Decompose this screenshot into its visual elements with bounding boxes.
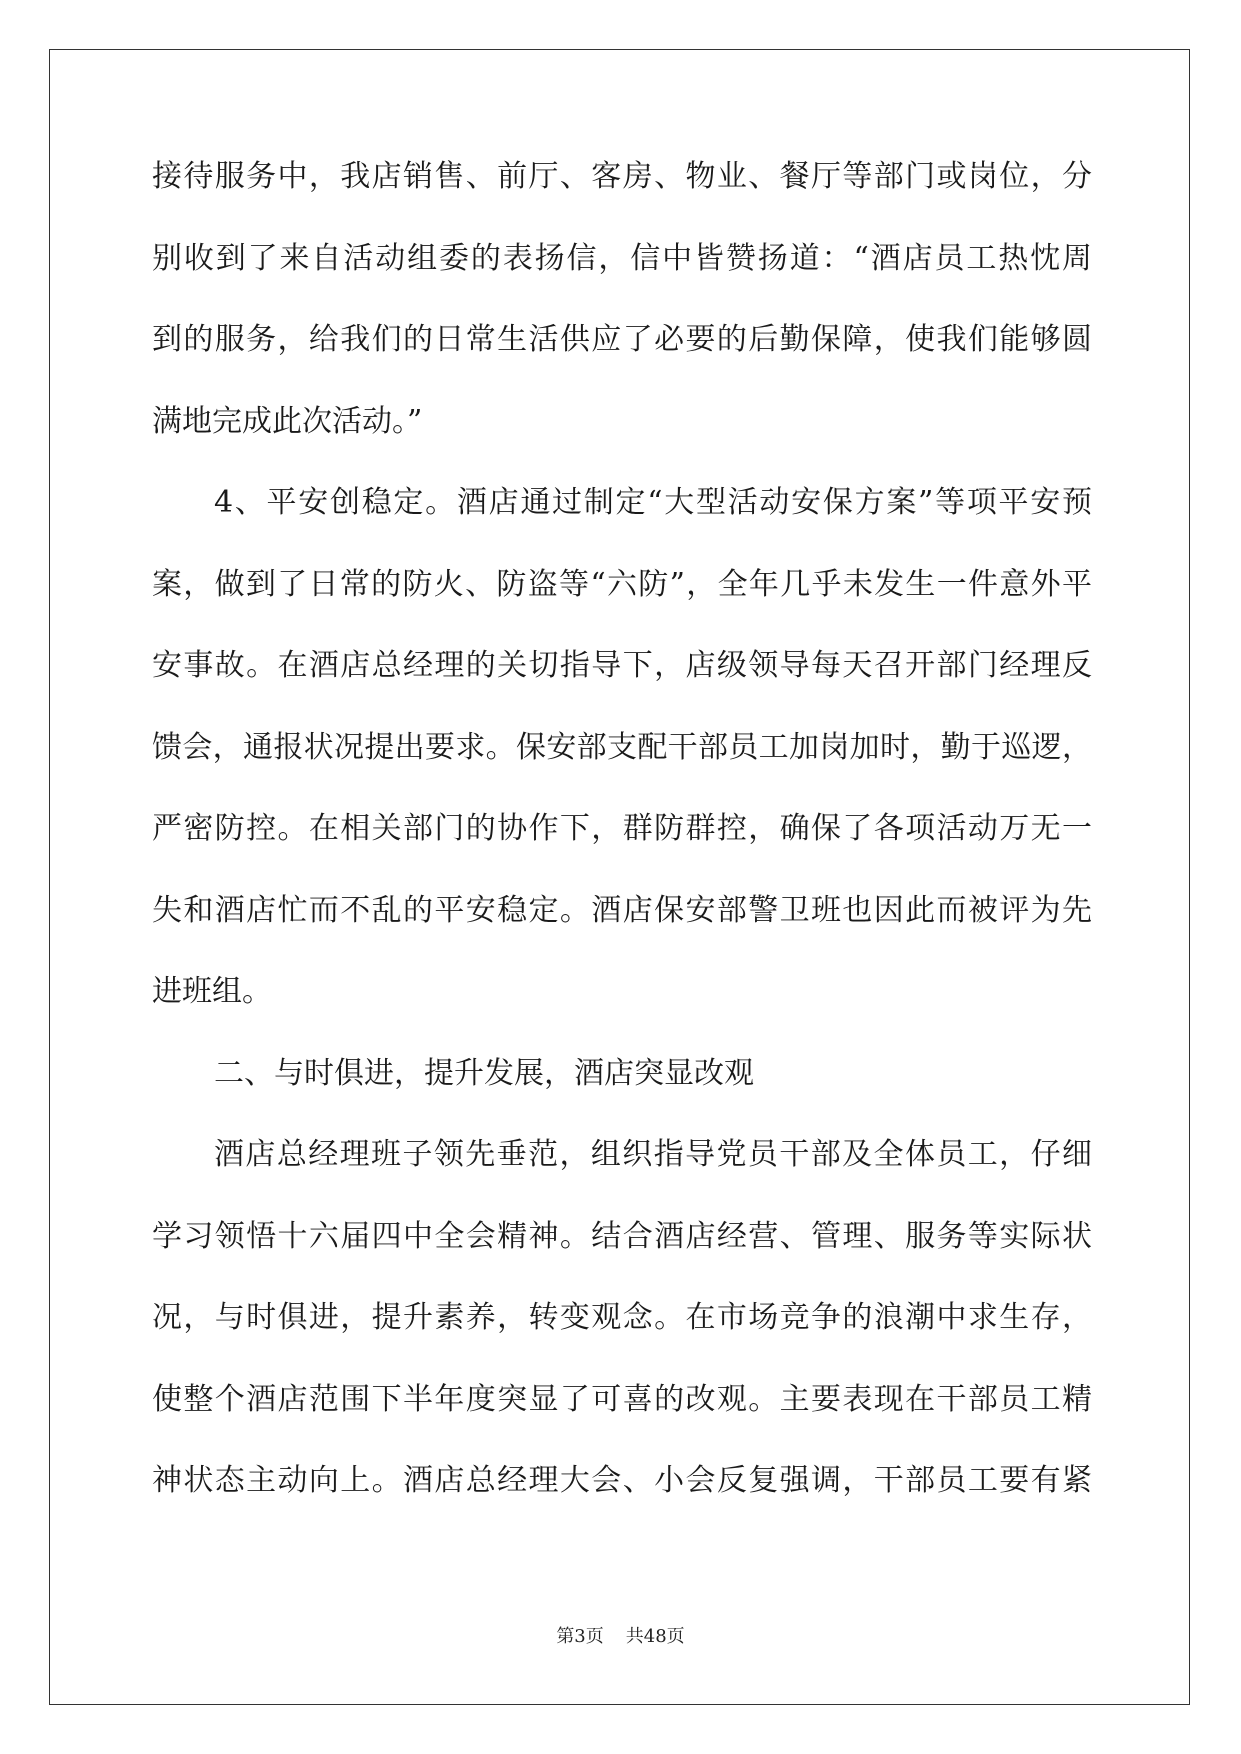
text-line: 安事故。在酒店总经理的关切指导下，店级领导每天召开部门经理反 <box>152 648 1092 683</box>
text-line: 况，与时俱进，提升素养，转变观念。在市场竞争的浪潮中求生存， <box>152 1300 1092 1335</box>
text-line: 酒店总经理班子领先垂范，组织指导党员干部及全体员工，仔细 <box>214 1137 1092 1172</box>
text-line: 馈会，通报状况提出要求。保安部支配干部员工加岗加时，勤于巡逻， <box>152 729 1092 765</box>
text-line: 二、与时俱进，提升发展，酒店突显改观 <box>214 1055 754 1091</box>
text-line: 神状态主动向上。酒店总经理大会、小会反复强调，干部员工要有紧 <box>152 1463 1092 1498</box>
text-line: 严密防控。在相关部门的协作下，群防群控，确保了各项活动万无一 <box>152 811 1092 846</box>
text-line: 满地完成此次活动。” <box>152 403 423 439</box>
text-line: 失和酒店忙而不乱的平安稳定。酒店保安部警卫班也因此而被评为先 <box>152 892 1092 928</box>
text-line: 别收到了来自活动组委的表扬信，信中皆赞扬道：“酒店员工热忱周 <box>152 240 1092 276</box>
text-line: 学习领悟十六届四中全会精神。结合酒店经营、管理、服务等实际状 <box>152 1218 1092 1254</box>
page-total: 共48页 <box>625 1626 685 1647</box>
text-line: 到的服务，给我们的日常生活供应了必要的后勤保障，使我们能够圆 <box>152 322 1092 357</box>
page-footer <box>0 1627 1241 1647</box>
text-line: 使整个酒店范围下半年度突显了可喜的改观。主要表现在干部员工精 <box>152 1381 1092 1417</box>
text-line: 4、平安创稳定。酒店通过制定“大型活动安保方案”等项平安预 <box>214 485 1092 520</box>
text-line: 案，做到了日常的防火、防盗等“六防”，全年几乎未发生一件意外平 <box>152 566 1092 602</box>
text-line: 接待服务中，我店销售、前厅、客房、物业、餐厅等部门或岗位，分 <box>152 159 1092 194</box>
document-body <box>152 159 1092 1548</box>
text-line: 进班组。 <box>152 974 272 1009</box>
page-number: 第3页 <box>556 1626 604 1647</box>
